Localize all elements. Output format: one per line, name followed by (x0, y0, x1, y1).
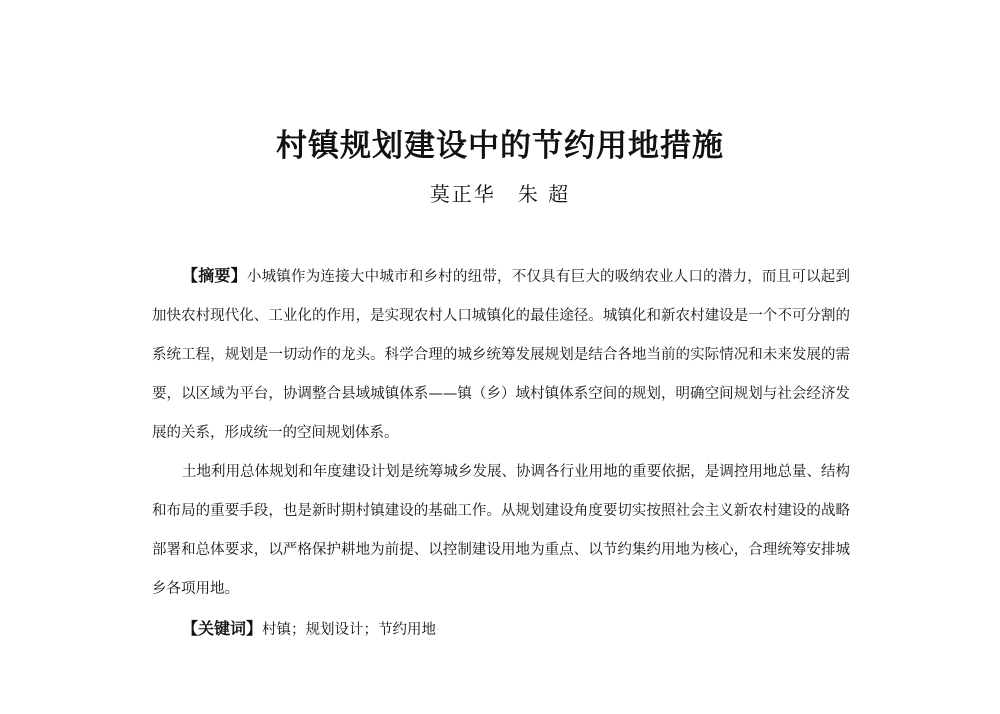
keywords-label: 【关键词】 (182, 619, 263, 638)
body-paragraph: 土地利用总体规划和年度建设计划是统筹城乡发展、协调各行业用地的重要依据，是调控用地总量、结构和布局的重要手段，也是新时期村镇建设的基础工作。从规划建设角度要切实按照社会主义新农村建设的战略部署和总体要求，以严格保护耕地为前提、以控制建设用地为重点、以节约集约用地为核心，合理统筹安排城乡各项用地。 (152, 464, 850, 597)
abstract-text: 小城镇作为连接大中城市和乡村的纽带，不仅具有巨大的吸纳农业人口的潜力，而且可以起到加快农村现代化、工业化的作用，是实现农村人口城镇化的最佳途径。城镇化和新农村建设是一个不可分割的系统工程，规划是一切动作的龙头。科学合理的城乡统筹发展规划是结合各地当前的实际情况和未来发展的需要，以区域为平台，协调整合县域城镇体系——镇（乡）域村镇体系空间的规划，明确空间规划与社会经济发展的关系，形成统一的空间规划体系。 (152, 269, 850, 441)
keywords-line (152, 609, 850, 650)
author-name: 莫正华 (429, 182, 496, 206)
abstract-label: 【摘要】 (182, 266, 247, 285)
abstract-paragraph (152, 256, 850, 453)
paper-title: 村镇规划建设中的节约用地措施 (276, 128, 724, 164)
keywords-text: 村镇；规划设计；节约用地 (262, 622, 437, 638)
author-line (0, 180, 1000, 208)
abstract-section (152, 256, 850, 650)
author-name: 朱 超 (517, 182, 571, 206)
